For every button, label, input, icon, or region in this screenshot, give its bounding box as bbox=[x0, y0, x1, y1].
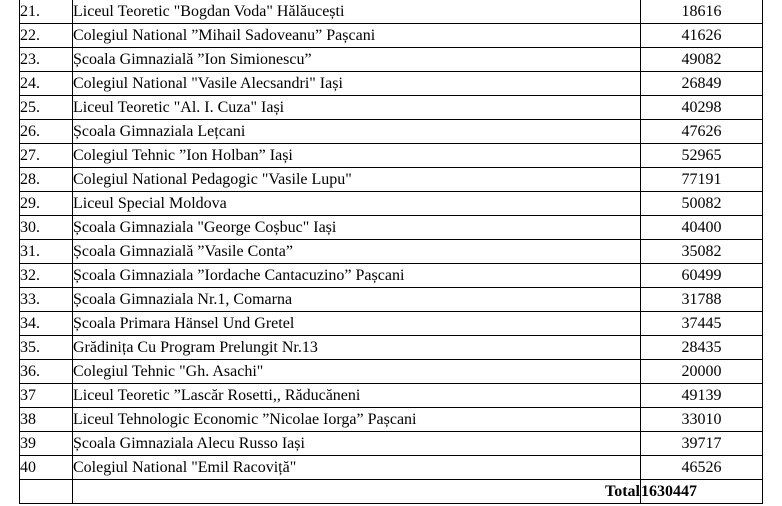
table-row bbox=[20, 336, 763, 360]
row-number: 22. bbox=[20, 24, 73, 48]
schools-table bbox=[19, 0, 763, 504]
row-value: 49082 bbox=[641, 48, 763, 72]
row-number: 26. bbox=[20, 120, 73, 144]
row-number: 36. bbox=[20, 360, 73, 384]
table-row bbox=[20, 96, 763, 120]
institution-name: Colegiul National Pedagogic "Vasile Lupu" bbox=[73, 168, 641, 192]
institution-name: Liceul Teoretic "Al. I. Cuza" Iași bbox=[73, 96, 641, 120]
total-empty-cell bbox=[20, 480, 73, 504]
table-row bbox=[20, 48, 763, 72]
institution-name: Școala Gimnaziala Lețcani bbox=[73, 120, 641, 144]
table-row bbox=[20, 384, 763, 408]
table-body bbox=[20, 0, 763, 480]
row-number: 39 bbox=[20, 432, 73, 456]
total-row bbox=[20, 480, 763, 504]
row-value: 20000 bbox=[641, 360, 763, 384]
institution-name: Colegiul Tehnic ”Ion Holban” Iași bbox=[73, 144, 641, 168]
institution-name: Școala Primara Hänsel Und Gretel bbox=[73, 312, 641, 336]
institution-name: Școala Gimnazială ”Ion Simionescu” bbox=[73, 48, 641, 72]
institution-name: Școala Gimnazială ”Vasile Conta” bbox=[73, 240, 641, 264]
row-value: 31788 bbox=[641, 288, 763, 312]
institution-name: Colegiul National ”Mihail Sadoveanu” Pașcani bbox=[73, 24, 641, 48]
row-number: 35. bbox=[20, 336, 73, 360]
institution-name: Grădinița Cu Program Prelungit Nr.13 bbox=[73, 336, 641, 360]
row-number: 30. bbox=[20, 216, 73, 240]
table-row bbox=[20, 24, 763, 48]
row-number: 32. bbox=[20, 264, 73, 288]
row-value: 49139 bbox=[641, 384, 763, 408]
institution-name: Liceul Teoretic ”Lascăr Rosetti,, Răducăneni bbox=[73, 384, 641, 408]
row-number: 38 bbox=[20, 408, 73, 432]
row-value: 40400 bbox=[641, 216, 763, 240]
row-number: 23. bbox=[20, 48, 73, 72]
institution-name: Școala Gimnaziala Alecu Russo Iași bbox=[73, 432, 641, 456]
table-row bbox=[20, 360, 763, 384]
row-number: 29. bbox=[20, 192, 73, 216]
table-row bbox=[20, 312, 763, 336]
table-row bbox=[20, 264, 763, 288]
table-row bbox=[20, 432, 763, 456]
table-row bbox=[20, 72, 763, 96]
row-number: 34. bbox=[20, 312, 73, 336]
institution-name: Liceul Tehnologic Economic ”Nicolae Iorga” Pașcani bbox=[73, 408, 641, 432]
table-row bbox=[20, 120, 763, 144]
row-value: 39717 bbox=[641, 432, 763, 456]
institution-name: Școala Gimnaziala Nr.1, Comarna bbox=[73, 288, 641, 312]
table-row bbox=[20, 144, 763, 168]
table-row bbox=[20, 168, 763, 192]
row-number: 37 bbox=[20, 384, 73, 408]
institution-name: Colegiul National "Emil Racoviță" bbox=[73, 456, 641, 480]
row-number: 33. bbox=[20, 288, 73, 312]
row-value: 60499 bbox=[641, 264, 763, 288]
row-number: 27. bbox=[20, 144, 73, 168]
row-value: 18616 bbox=[641, 0, 763, 24]
row-value: 50082 bbox=[641, 192, 763, 216]
row-number: 28. bbox=[20, 168, 73, 192]
institution-name: Colegiul Tehnic "Gh. Asachi" bbox=[73, 360, 641, 384]
table-row bbox=[20, 240, 763, 264]
table-row bbox=[20, 408, 763, 432]
row-number: 40 bbox=[20, 456, 73, 480]
row-number: 25. bbox=[20, 96, 73, 120]
total-label: Total bbox=[73, 480, 641, 504]
table-row bbox=[20, 0, 763, 24]
row-value: 52965 bbox=[641, 144, 763, 168]
row-number: 21. bbox=[20, 0, 73, 24]
institution-name: Școala Gimnaziala "George Coșbuc" Iași bbox=[73, 216, 641, 240]
row-value: 41626 bbox=[641, 24, 763, 48]
row-value: 47626 bbox=[641, 120, 763, 144]
table-row bbox=[20, 456, 763, 480]
row-value: 37445 bbox=[641, 312, 763, 336]
row-value: 33010 bbox=[641, 408, 763, 432]
row-number: 31. bbox=[20, 240, 73, 264]
table-row bbox=[20, 288, 763, 312]
row-number: 24. bbox=[20, 72, 73, 96]
institution-name: Școala Gimnaziala ”Iordache Cantacuzino” Pașcani bbox=[73, 264, 641, 288]
row-value: 35082 bbox=[641, 240, 763, 264]
institution-name: Colegiul National "Vasile Alecsandri" Iași bbox=[73, 72, 641, 96]
total-value: 1630447 bbox=[641, 480, 763, 504]
institution-name: Liceul Teoretic "Bogdan Voda" Hălăucești bbox=[73, 0, 641, 24]
row-value: 28435 bbox=[641, 336, 763, 360]
row-value: 26849 bbox=[641, 72, 763, 96]
row-value: 46526 bbox=[641, 456, 763, 480]
table-row bbox=[20, 216, 763, 240]
row-value: 40298 bbox=[641, 96, 763, 120]
table-row bbox=[20, 192, 763, 216]
institution-name: Liceul Special Moldova bbox=[73, 192, 641, 216]
row-value: 77191 bbox=[641, 168, 763, 192]
